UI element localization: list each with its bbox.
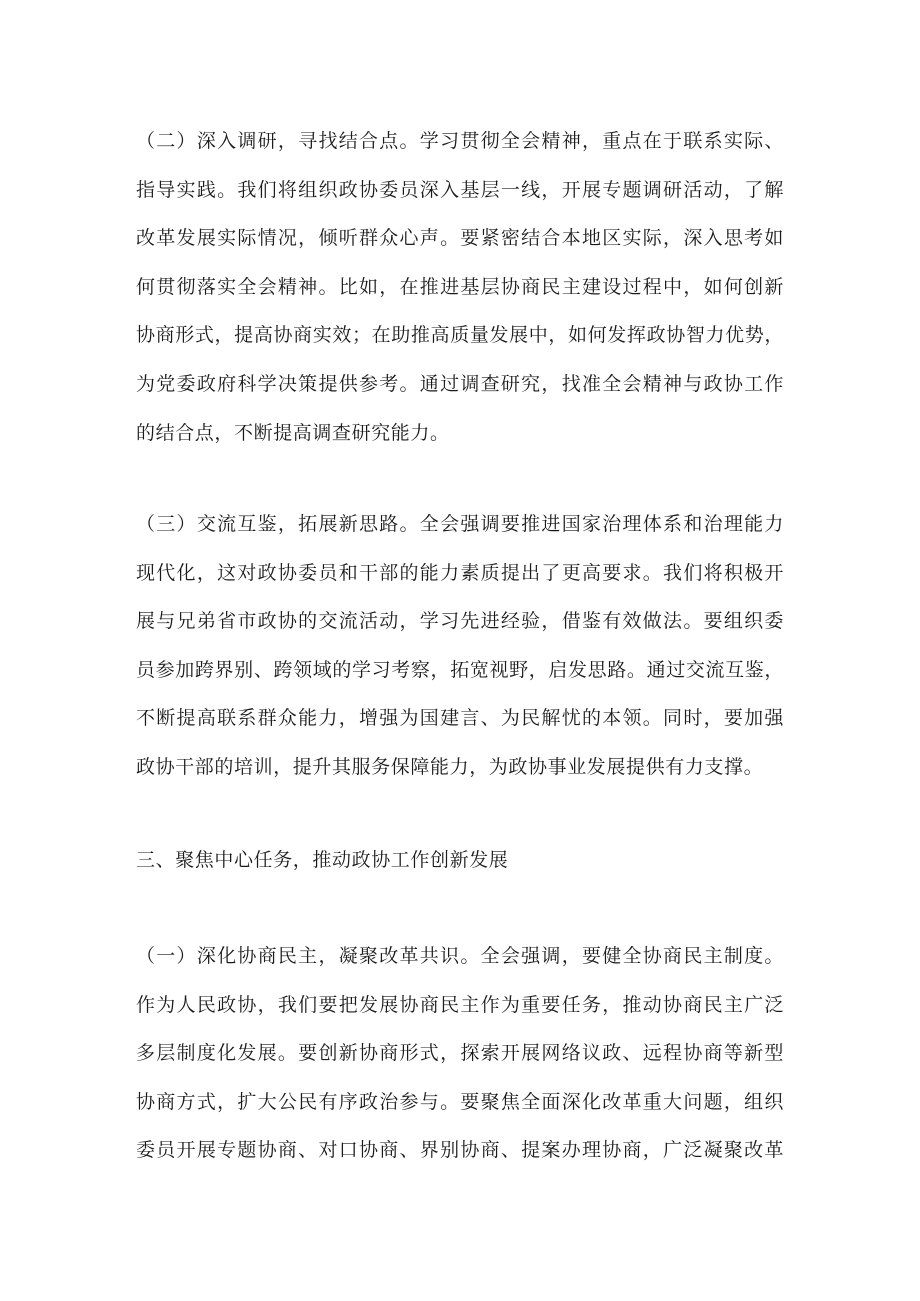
paragraph-consultation bbox=[136, 932, 784, 1175]
text-line: （一）深化协商民主，凝聚改革共识。全会强调，要健全协商民主制度。 bbox=[136, 945, 784, 967]
text-line: 指导实践。我们将组织政协委员深入基层一线，开展专题调研活动，了解 bbox=[136, 178, 784, 201]
text-line: 改革发展实际情况，倾听群众心声。要紧密结合本地区实际，深入思考如 bbox=[136, 227, 784, 250]
section-heading: 三、聚焦中心任务，推动政协工作创新发展 bbox=[136, 849, 509, 871]
text-line: 员参加跨界别、跨领域的学习考察，拓宽视野，启发思路。通过交流互鉴， bbox=[136, 658, 784, 681]
text-line: 作为人民政协，我们要把发展协商民主作为重要任务，推动协商民主广泛 bbox=[136, 993, 784, 1016]
text-line: 为党委政府科学决策提供参考。通过调查研究，找准全会精神与政协工作 bbox=[136, 372, 784, 395]
text-line: （二）深入调研，寻找结合点。学习贯彻全会精神，重点在于联系实际、 bbox=[136, 130, 784, 152]
text-line: 协商形式，提高协商实效；在助推高质量发展中，如何发挥政协智力优势， bbox=[136, 324, 784, 347]
text-line: 政协干部的培训，提升其服务保障能力，为政协事业发展提供有力支撑。 bbox=[136, 755, 764, 778]
text-line: 何贯彻落实全会精神。比如，在推进基层协商民主建设过程中，如何创新 bbox=[136, 275, 784, 298]
text-line: 现代化，这对政协委员和干部的能力素质提出了更高要求。我们将积极开 bbox=[136, 561, 784, 584]
paragraph-exchange bbox=[136, 500, 784, 792]
text-line: （三）交流互鉴，拓展新思路。全会强调要推进国家治理体系和治理能力 bbox=[136, 513, 784, 535]
text-line: 委员开展专题协商、对口协商、界别协商、提案办理协商，广泛凝聚改革 bbox=[136, 1139, 784, 1162]
text-line: 不断提高联系群众能力，增强为国建言、为民解忧的本领。同时，要加强 bbox=[136, 707, 784, 730]
paragraph-investigation bbox=[136, 117, 784, 457]
text-line: 展与兄弟省市政协的交流活动，学习先进经验，借鉴有效做法。要组织委 bbox=[136, 610, 784, 633]
text-line: 协商方式，扩大公民有序政治参与。要聚焦全面深化改革重大问题，组织 bbox=[136, 1090, 784, 1113]
text-line: 多层制度化发展。要创新协商形式，探索开展网络议政、远程协商等新型 bbox=[136, 1042, 784, 1065]
text-line: 的结合点，不断提高调查研究能力。 bbox=[136, 421, 450, 444]
